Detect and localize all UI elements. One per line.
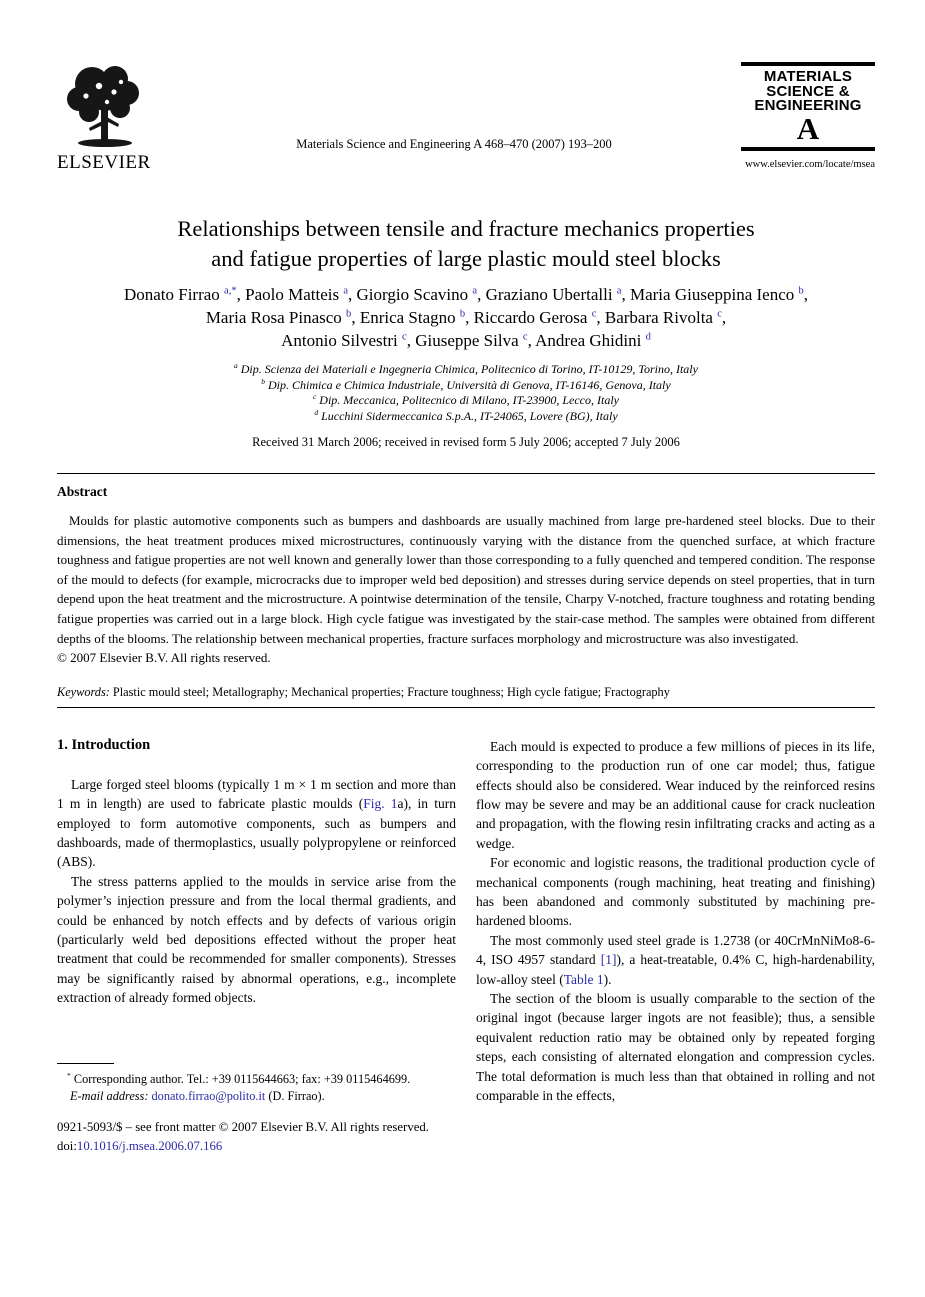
author-ienco-affil-link[interactable]: b [798,285,804,297]
author-line [57,329,875,352]
article-body [57,737,875,1106]
text-segment: The most commonly used steel grade is 1.2738 (or 40CrMnNiMo8-6-4, ISO 4957 standard [476,932,875,968]
text-segment: Antonio Silvestri [281,331,403,350]
author-list [57,283,875,352]
journal-logo-line1: MATERIALS [763,68,853,85]
imprint [57,1118,875,1155]
article-title-line2: and fatigue properties of large plastic mould steel blocks [211,246,721,271]
affiliation-line [57,362,875,378]
text-segment: , Giorgio Scavino [348,285,473,304]
text-segment: , Giuseppe Silva [406,331,523,350]
article-history: Received 31 March 2006; received in revised form 5 July 2006; accepted 7 July 2006 [252,435,680,449]
text-segment: Large forged steel blooms (typically 1 m × 1 m section and more than 1 m in length) are used to fabricate plastic moulds ( [57,776,456,812]
author-ubertalli-affil-link[interactable]: a [616,285,622,297]
article-title-line1: Relationships between tensile and fracture mechanics properties [177,216,755,241]
text-segment: , Paolo Matteis [236,285,344,304]
journal-logo-letter: A [796,110,820,146]
text-segment: ). [603,971,612,987]
text-segment: , Riccardo Gerosa [465,308,592,327]
article-title [86,214,846,274]
text-segment: , Maria Giuseppina Ienco [621,285,799,304]
text-segment: a [234,361,238,370]
author-silva-affil-link[interactable]: c [522,331,528,343]
text-segment: Maria Rosa Pinasco [205,308,347,327]
text-segment: E-mail address: [70,1089,149,1104]
text-segment: c [312,392,317,401]
left-column [57,737,456,1106]
section-heading-introduction: 1. Introduction [57,736,151,753]
paragraph [476,737,875,853]
journal-logo-line2: SCIENCE & [766,82,850,100]
text-segment: Dip. Scienza dei Materiali e Ingegneria Chimica, Politecnico di Torino, IT-10129, Torino, Italy [237,362,698,376]
fig-1a-link[interactable]: Fig. 1 [363,796,398,812]
keywords-line [57,685,875,700]
text-segment: Plastic mould steel; Metallography; Mechanical properties; Fracture toughness; High cycle fatigue; Fractography [109,684,670,699]
abstract-text: Moulds for plastic automotive components such as bumpers and dashboards are usually machined from large pre-hardened steel blocks. Due to their dimensions, the heat treatment produces mixed microstructures, continuously varying with the distance from the quenched surface, at which fracture toughness and fatigue properties are not well known and generally lower than those corresponding to a fully quenched and tempered condition. The response of the mould to defects (for example, microcracks due to improper weld bed deposition) and stresses during service depends on steel properties, that in turn depend upon the heat treatment and the microstructure. A pointwise determination of the tensile, Charpy V-notched, fracture toughness and rotating bending fatigue properties was carried out in a large block. High cycle fatigue was investigated by the stair-case method. The samples were obtained from different depths of the blooms. The relationship between mechanical properties, fracture surfaces morphology and microstructure was also investigated. [57,513,875,646]
text-segment: , [803,285,809,304]
text-segment: * [67,1071,71,1081]
text-segment: The section of the bloom is usually comparable to the section of the original ingot (because larger ingots are not feasible); thus, a sensible equivalent reduction ratio may be obtained only by repeated forging steps, each consisting of alternated elongation and compression cycles. The total deformation is much less than that obtained in rolling and not comparable in the effects, [476,991,875,1104]
footnote-block [57,1063,456,1105]
doi-line [57,1137,875,1156]
author-line [57,306,875,329]
author-silvestri-affil-link[interactable]: c [402,331,407,343]
text-segment: Dip. Meccanica, Politecnico di Milano, IT-23900, Lecco, Italy [316,393,619,407]
author-line [57,283,875,306]
text-segment: a), in turn employed to form automotive components, such as bumpers and dashboards, made of thermoplastics, usually polypropylene or reinforced (ABS). [57,796,456,870]
logo-bottom-rules [741,147,875,151]
right-column [476,737,875,1106]
elsevier-wordmark: ELSEVIER [57,152,151,173]
text-segment: For economic and logistic reasons, the traditional production cycle of mechanical components (rough machining, heat treating and finishing) has been abandoned and commonly substituted by machining pre-hardened blooms. [476,855,875,929]
abstract-heading: Abstract [57,484,108,499]
divider [57,473,875,474]
paragraph [57,872,456,1008]
issn-line: 0921-5093/$ – see front matter © 2007 Elsevier B.V. All rights reserved. [57,1120,429,1135]
author-pinasco-affil-link[interactable]: b [346,308,352,320]
author-stagno-affil-link[interactable]: b [459,308,466,320]
text-segment: Corresponding author. Tel.: +39 0115644663; fax: +39 0115464699. [70,1072,411,1087]
journal-logo [741,62,875,170]
journal-citation: Materials Science and Engineering A 468–470 (2007) 193–200 [296,137,612,151]
author-rivolta-affil-link[interactable]: c [717,308,722,320]
text-segment: , Barbara Rivolta [596,308,718,327]
text-segment: , Graziano Ubertalli [477,285,617,304]
doi-link[interactable]: 10.1016/j.msea.2006.07.166 [76,1138,223,1153]
paragraph [476,853,875,931]
author-ghidini-affil-link[interactable]: d [645,331,651,343]
footnote-divider [57,1063,114,1064]
email-link[interactable]: donato.firrao@polito.it [151,1089,266,1104]
text-segment: Dip. Chimica e Chimica Industriale, Università di Genova, IT-16146, Genova, Italy [265,377,671,392]
journal-page [0,62,925,1297]
text-segment: Each mould is expected to produce a few millions of pieces in its life, corresponding to the production run of one car model; thus, fatigue effects should also be considered. Wear induced by the reinforced resins flow may be severe and may be an additional cause for crack nucleation and propagation, with the flowing resin infiltrating cracks and acting as a wedge. [476,738,875,851]
paragraph [57,775,456,872]
paragraph [476,989,875,1105]
paragraph [476,931,875,989]
divider [57,707,875,708]
journal-website-link[interactable]: www.elsevier.com/locate/msea [745,158,875,170]
text-segment: doi: [57,1138,77,1153]
elsevier-tree-icon [59,62,151,152]
copyright-line: © 2007 Elsevier B.V. All rights reserved. [57,650,271,666]
text-segment: The stress patterns applied to the moulds in service arise from the polymer’s injection pressure and from the local thermal gradients, and could be enhanced by notch effects and by defects of various origin (particularly weld bed depositions effected without the proper heat treatment that could be recommended for smaller components). Stresses may be significantly raised by abnormal operations, e.g., incomplete extraction of already formed objects. [57,873,456,1006]
author-firrao-affil-link[interactable]: a,* [224,285,237,297]
logo-top-rules [741,62,875,66]
author-gerosa-affil-link[interactable]: c [591,308,597,320]
affiliation-line [57,409,875,425]
affiliation-line [57,393,875,409]
author-matteis-affil-link[interactable]: a [343,285,349,297]
text-segment: Lucchini Sidermeccanica S.p.A., IT-24065, Lovere (BG), Italy [318,408,618,423]
author-scavino-affil-link[interactable]: a [472,285,478,297]
table-1-link[interactable]: Table 1 [563,971,604,987]
text-segment: Keywords: [57,684,110,699]
abstract-section [57,484,875,668]
journal-logo-box [741,62,875,151]
text-segment: , Andrea Ghidini [527,331,646,350]
text-segment: (D. Firrao). [265,1089,325,1104]
text-segment: Donato Firrao [123,285,225,304]
text-segment: , [721,308,727,327]
email-note [57,1088,456,1105]
corresponding-author-note [57,1071,456,1088]
journal-header [57,62,875,174]
elsevier-logo [57,62,167,174]
text-segment: , Enrica Stagno [351,308,460,327]
affiliations [57,362,875,424]
affiliation-line [57,378,875,394]
journal-logo-line3: ENGINEERING [754,97,862,114]
ref-1-link[interactable]: [1] [600,952,617,968]
text-segment: ), a heat-treatable, 0.4% C, high-hardenability, low-alloy steel ( [476,952,875,987]
text-segment: d [314,407,319,417]
text-segment: b [261,376,265,386]
